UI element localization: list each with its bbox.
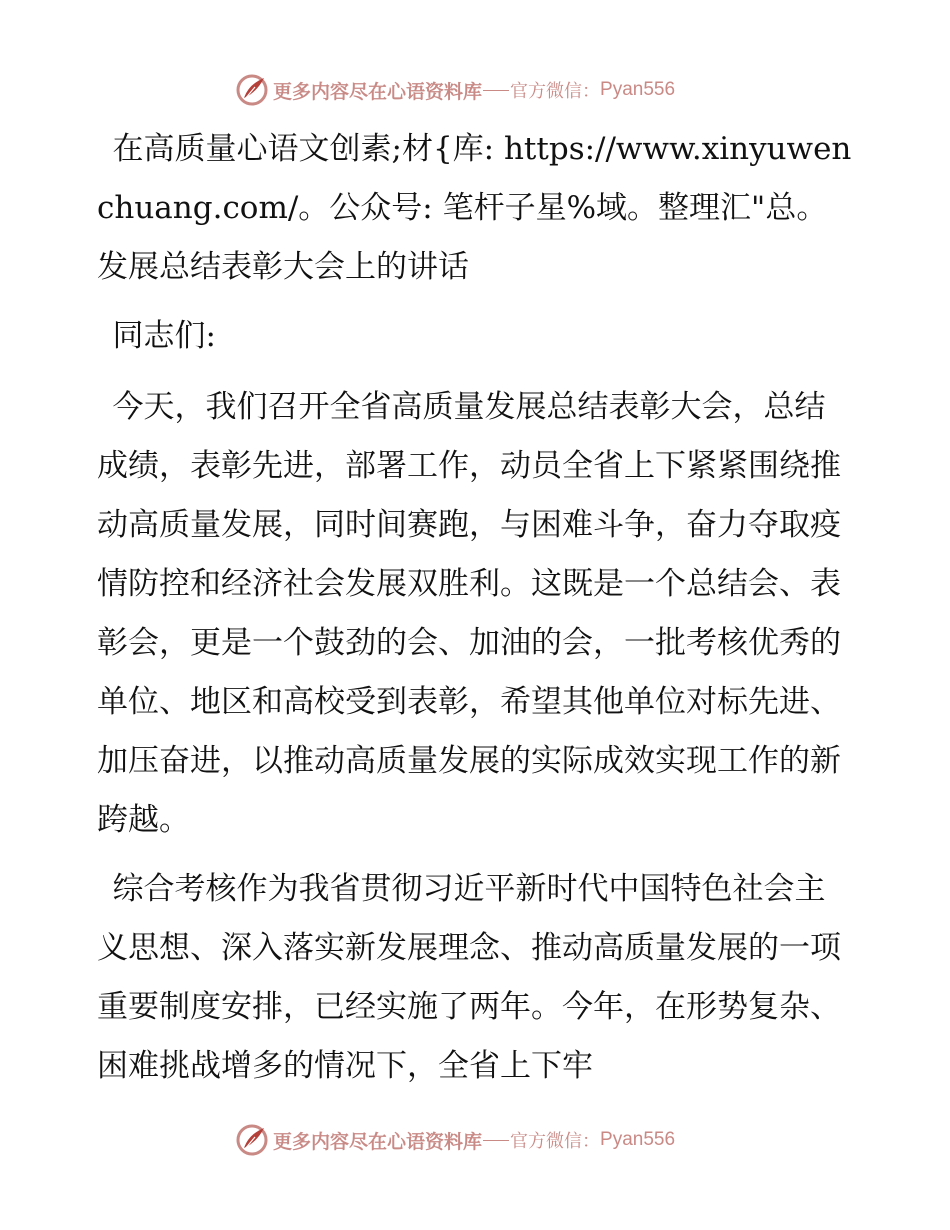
document-heading-paragraph: 在高质量心语文创素;材{库: https://www.xinyuwenchuang.com/。公众号: 笔杆子星%域。整理汇"总。发展总结表彰大会上的讲话 [97, 131, 852, 285]
document-body [97, 120, 852, 1096]
feather-pen-icon [235, 1123, 269, 1157]
salutation: 同志们: [112, 318, 216, 354]
watermark-wechat-id: Pyan556 [600, 1129, 676, 1150]
watermark-main-text: 更多内容尽在心语资料库 [273, 80, 483, 103]
paragraph-2: 综合考核作为我省贯彻习近平新时代中国特色社会主义思想、深入落实新发展理念、推动高质量发展的一项重要制度安排，已经实施了两年。今年，在形势复杂、困难挑战增多的情况下，全省上下牢 [97, 871, 841, 1084]
footer-watermark-banner [0, 1120, 950, 1160]
paragraph-1: 今天，我们召开全省高质量发展总结表彰大会，总结成绩，表彰先进，部署工作，动员全省上下紧紧围绕推动高质量发展，同时间赛跑，与困难斗争，奋力夺取疫情防控和经济社会发展双胜利。这既是一个总结会、表彰会，更是一个鼓劲的会、加油的会，一批考核优秀的单位、地区和高校受到表彰，希望其他单位对标先进、加压奋进，以推动高质量发展的实际成效实现工作的新跨越。 [97, 389, 841, 838]
watermark-wechat-id: Pyan556 [600, 79, 676, 100]
watermark-main-text: 更多内容尽在心语资料库 [273, 1130, 483, 1153]
watermark-dash [483, 1140, 509, 1141]
header-watermark-content [235, 70, 675, 110]
footer-watermark-content [235, 1120, 675, 1160]
watermark-sub-text: 官方微信： [510, 1131, 601, 1152]
header-watermark-banner [0, 70, 950, 110]
watermark-dash [483, 90, 509, 91]
watermark-sub-text: 官方微信： [510, 81, 601, 102]
feather-pen-icon [235, 73, 269, 107]
